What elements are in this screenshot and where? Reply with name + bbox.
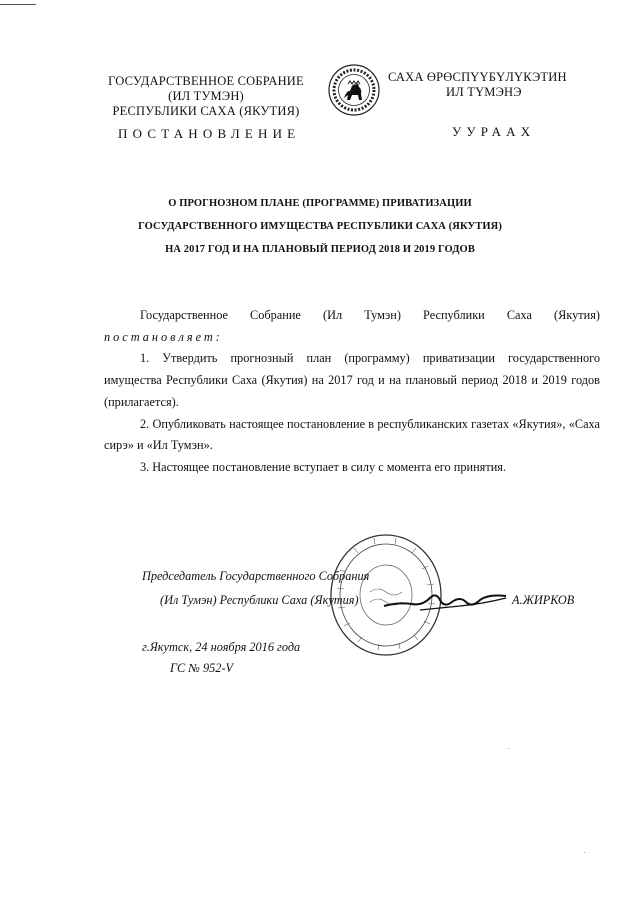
preamble-line: Государственное Собрание (Ил Тумэн) Республики Саха (Якутия) [140,308,600,322]
signatory-name: А.ЖИРКОВ [512,593,575,607]
document-number: ГС № 952-V [170,661,233,675]
top-edge-line [0,4,36,5]
header-right-block [388,70,620,100]
scan-speck [508,748,509,749]
header-right-line2: ИЛ ТҮМЭНЭ [446,85,522,99]
resolves-phrase: постановляет: [104,329,223,344]
resolution-item-3: 3. Настоящее постановление вступает в силу с момента его принятия. [140,459,507,474]
resolution-item-2: 2. Опубликовать настоящее постановление в республиканских газетах «Якутия», «Саха сирэ» и «Ил Тумэн». [104,416,600,453]
title-line2: ГОСУДАРСТВЕННОГО ИМУЩЕСТВА РЕСПУБЛИКИ САХА (ЯКУТИЯ) [138,221,502,232]
place-and-date: г.Якутск, 24 ноября 2016 года [142,640,301,654]
header-left-block [90,74,322,119]
coat-of-arms-emblem-icon [328,64,380,116]
title-line1: О ПРОГНОЗНОМ ПЛАНЕ (ПРОГРАММЕ) ПРИВАТИЗАЦИИ [168,198,472,209]
header-left-line1: ГОСУДАРСТВЕННОЕ СОБРАНИЕ [108,74,304,88]
doc-type-label-sakha: УУРААХ [452,124,536,139]
signatory-position-line1: Председатель Государственного Собрания [142,569,370,583]
signatory-position-line2: (Ил Тумэн) Республики Саха (Якутия) [160,593,359,607]
resolution-item-1: 1. Утвердить прогнозный план (программу) приватизации государственного имущества Республики Саха (Якутия) на 2017 год и на плановый период 2018 и 2019 годов (прилагается). [104,351,600,409]
scan-speck [584,852,585,853]
header-left-line2: (ИЛ ТУМЭН) [168,89,244,103]
document-body [104,305,600,479]
header-left-line3: РЕСПУБЛИКИ САХА (ЯКУТИЯ) [112,104,300,118]
title-line3: НА 2017 ГОД И НА ПЛАНОВЫЙ ПЕРИОД 2018 И 2019 ГОДОВ [165,244,475,255]
doc-type-label-ru: ПОСТАНОВЛЕНИЕ [118,126,301,141]
header-right-line1: САХА ӨРӨСПҮҮБҮЛҮКЭТИН [388,70,567,84]
handwritten-signature-icon [380,580,510,620]
document-title [100,192,540,261]
